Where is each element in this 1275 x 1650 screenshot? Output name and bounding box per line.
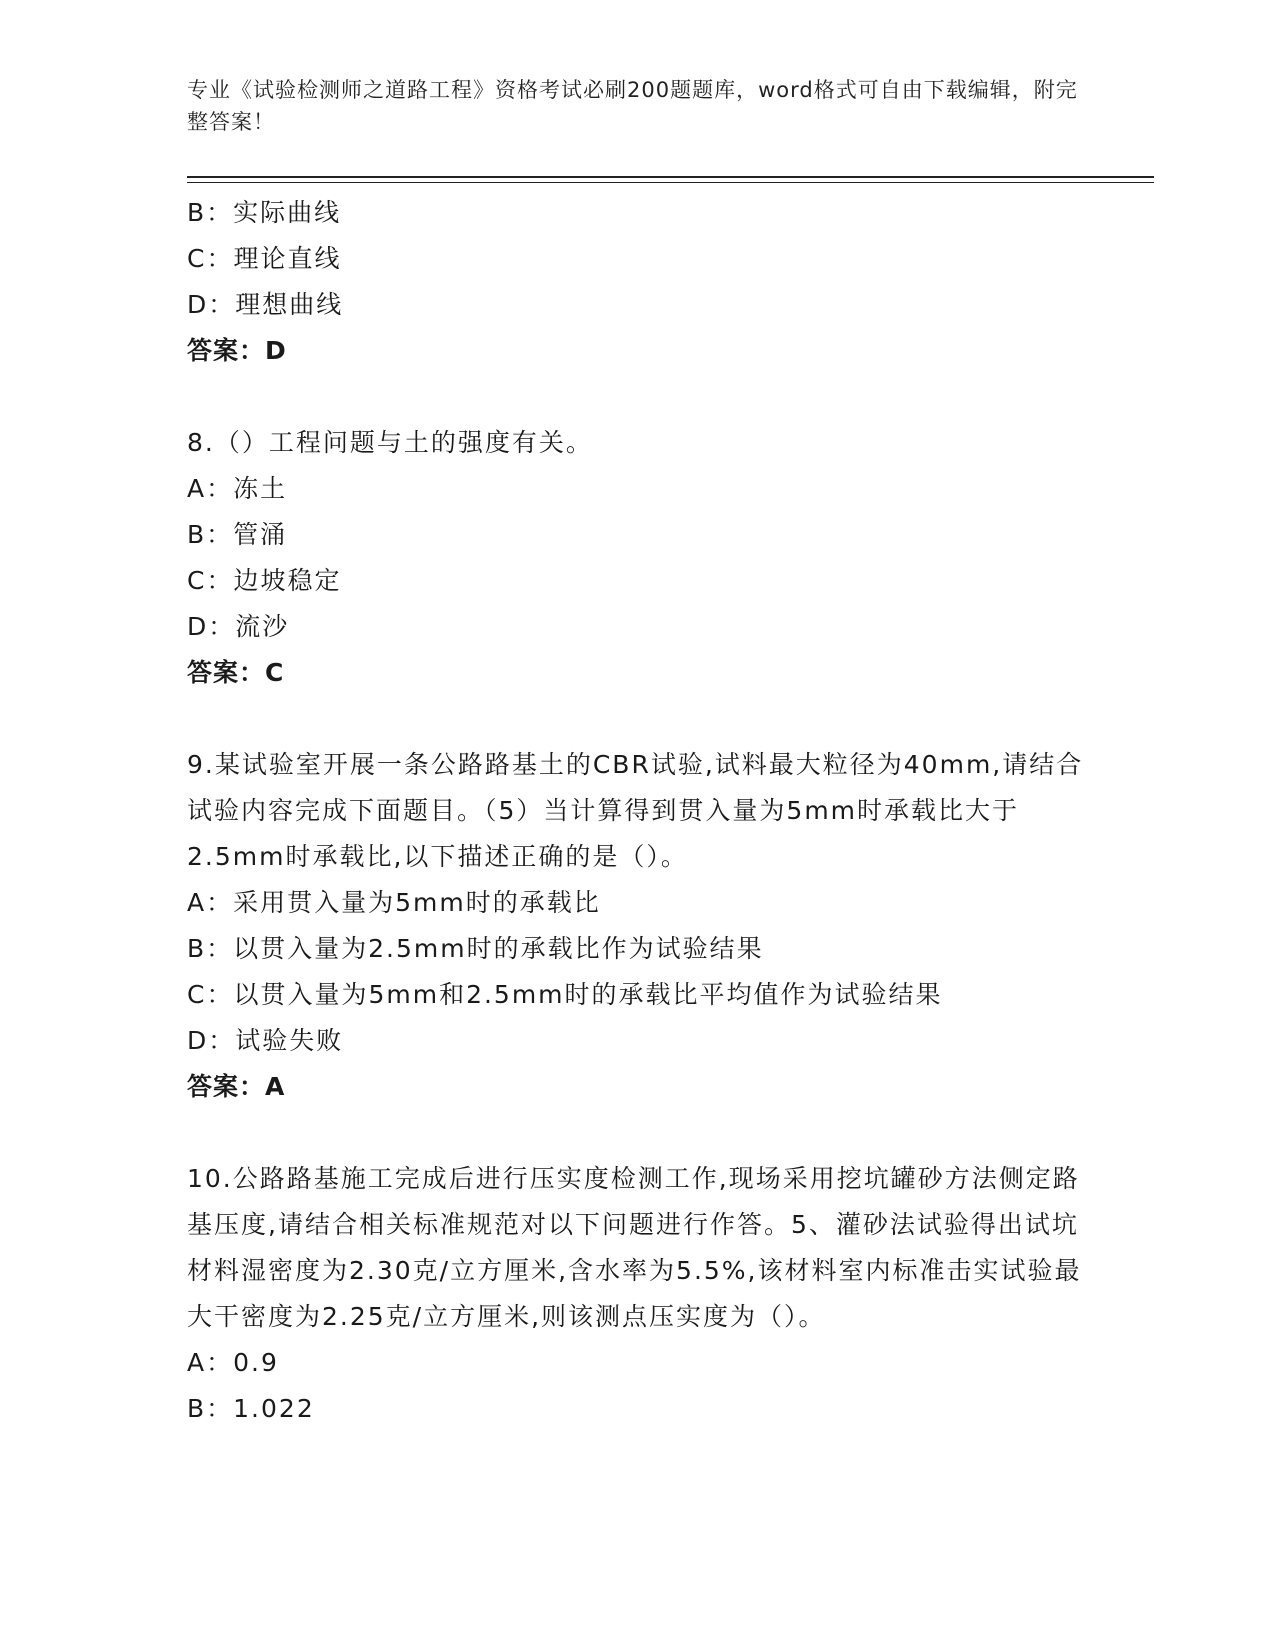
option-d: D：理想曲线 — [187, 290, 344, 319]
option-b: B：1.022 — [187, 1394, 315, 1423]
answer: 答案：D — [187, 336, 287, 365]
question-text: 8.（）工程问题与土的强度有关。 — [187, 428, 593, 457]
spacer — [187, 374, 1087, 420]
option-b: B：实际曲线 — [187, 198, 342, 227]
option-a: A：冻土 — [187, 474, 288, 503]
question-text: 10.公路路基施工完成后进行压实度检测工作,现场采用挖坑罐砂方法侧定路基压度,请结合相关标准规范对以下问题进行作答。5、灌砂法试验得出试坑材料湿密度为2.30克/立方厘米,含水率为5.5%,该材料室内标准击实试验最大干密度为2.25克/立方厘米,则该测点压实度为（）。 — [187, 1164, 1082, 1331]
spacer — [187, 1110, 1087, 1156]
option-d: D：试验失败 — [187, 1026, 344, 1055]
question-8 — [187, 420, 1087, 696]
option-a: A：0.9 — [187, 1348, 279, 1377]
option-b: B：管涌 — [187, 520, 288, 549]
answer: 答案：C — [187, 658, 285, 687]
question-text: 9.某试验室开展一条公路路基土的CBR试验,试料最大粒径为40mm,请结合试验内容完成下面题目。（5）当计算得到贯入量为5mm时承载比大于2.5mm时承载比,以下描述正确的是（）。 — [187, 750, 1084, 871]
document-body — [187, 190, 1087, 1432]
option-a: A：采用贯入量为5mm时的承载比 — [187, 888, 601, 917]
option-c: C：理论直线 — [187, 244, 342, 273]
option-d: D：流沙 — [187, 612, 290, 641]
option-c: C：以贯入量为5mm和2.5mm时的承载比平均值作为试验结果 — [187, 980, 943, 1009]
header-rule-thin — [187, 182, 1154, 183]
previous-question-tail — [187, 190, 1087, 374]
option-b: B：以贯入量为2.5mm时的承载比作为试验结果 — [187, 934, 764, 963]
spacer — [187, 696, 1087, 742]
header-rule-thick — [187, 176, 1154, 178]
page-header: 专业《试验检测师之道路工程》资格考试必刷200题题库，word格式可自由下载编辑，附完整答案！ — [187, 78, 1078, 134]
option-c: C：边坡稳定 — [187, 566, 342, 595]
answer: 答案：A — [187, 1072, 286, 1101]
question-10 — [187, 1156, 1087, 1432]
question-9 — [187, 742, 1087, 1110]
